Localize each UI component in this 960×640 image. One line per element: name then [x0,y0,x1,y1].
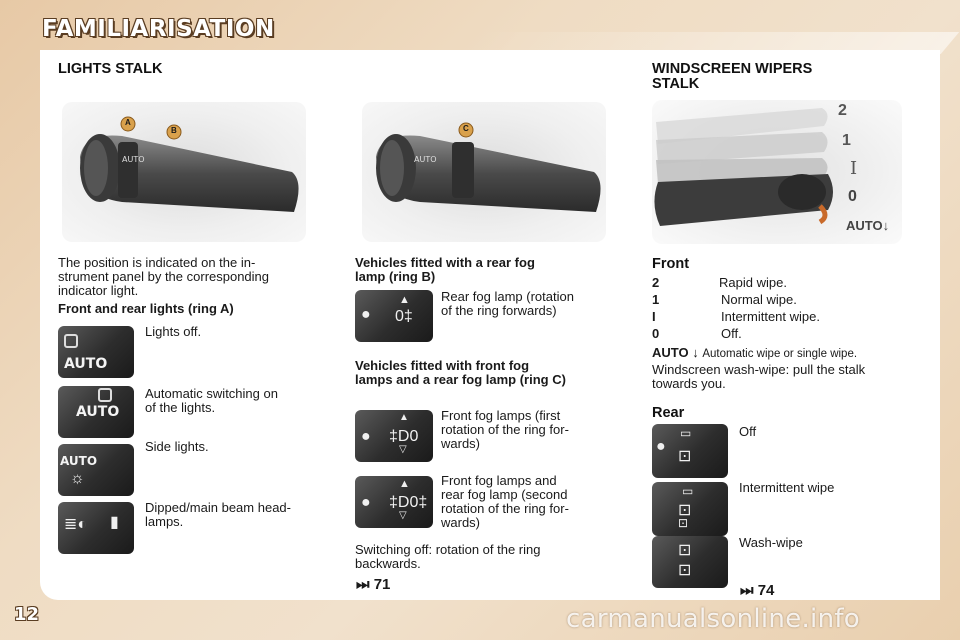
ring-dot-icon: ● [361,428,371,445]
arrow-down-icon: ▽ [399,444,407,455]
arrow-up-icon: ▲ [399,294,410,306]
rear-washer-icon: ⊡ [678,562,692,579]
wipers-rear-title: Rear [652,405,685,421]
fog-page-ref[interactable]: ⏭ 71 [356,576,391,593]
fog-switch-off-text: Switching off: rotation of the ring backwards. [355,542,541,571]
rear-wiper-intermittent-label: Intermittent wipe [739,480,835,495]
front-rear-fog-icon: ‡D0‡ [389,494,428,511]
front-fog-desc: Front fog lamps (first rotation of the ring for- wards) [441,408,569,451]
wash-wipe-text: Windscreen wash-wipe: pull the stalk towards you. [652,362,866,391]
rear-fog-icon: 0‡ [395,308,413,325]
watermark: carmanualsonline.info [566,604,861,634]
double-arrow-up-icon: ▲ [399,478,410,490]
headlamp-icon: ≣◐ [64,516,88,533]
page-number: 12 [14,604,40,625]
ring-b-label: B [171,126,177,135]
side-light-icon: ☼ [70,470,85,487]
next-page-icon: ⏭ [740,582,754,599]
wiper-pos-2: 2 [838,102,847,119]
wiper-key-0: 0 [652,326,660,341]
svg-text:AUTO: AUTO [122,155,145,164]
svg-text:AUTO: AUTO [414,155,437,164]
lights-intro-text: The position is indicated on the in- strument panel by the corresponding indicator light. [58,255,270,298]
rear-wash-wipe-thumb [652,536,728,588]
rear-wiper-icon: ⊡ [678,448,692,465]
rear-wiper-off-label: Off [739,424,757,439]
auto-lights-thumb: AUTO [58,386,134,438]
auto-lights-label: Automatic switching on of the lights. [145,386,278,415]
wiper-key-2: 2 [652,275,660,290]
wiper-key-auto: AUTO [652,345,689,360]
rear-wiper-off-thumb [652,424,728,478]
wiper-pos-1: 1 [842,132,851,149]
wiper-desc-1: Normal wipe. [721,292,797,307]
headlamps-label: Dipped/main beam head- lamps. [145,500,291,529]
ring-a-label: A [125,118,131,127]
ring-dot-icon: ● [656,438,666,455]
ring-dot-icon: ● [361,306,371,323]
wiper-desc-0: Off. [721,326,742,341]
arrow-down-icon: ▽ [399,510,407,521]
rear-wiper-icon: ⊡ [678,516,689,530]
wiper-key-1: 1 [652,292,660,307]
arrow-up-icon: ▲ [399,412,409,423]
fog-stalk-photo [362,102,606,242]
arrow-down-icon: ↓ [692,345,699,360]
wiper-pos-auto: AUTO↓ [846,218,890,233]
rear-fog-desc: Rear fog lamp (rotation of the ring forwards) [441,289,574,318]
page-title: FAMILIARISATION [42,16,275,42]
side-lights-thumb: AUTO ☼ [58,444,134,496]
wipers-front-title: Front [652,256,690,272]
lights-off-thumb: AUTO [58,326,134,378]
headlamps-thumb [58,502,134,554]
rear-wiper-icon: ⊡ [678,542,692,559]
front-fog-icon: ‡D0 [389,428,419,445]
rear-wiper-icon: ⊡ [678,502,692,519]
lights-stalk-title: LIGHTS STALK [58,61,163,77]
lights-stalk-illustration [62,102,306,242]
front-rear-lights-title: Front and rear lights (ring A) [58,301,234,316]
wiper-desc-i: Intermittent wipe. [721,309,820,324]
front-fog-thumb [355,410,433,462]
rear-fog-title: Vehicles fitted with a rear fog lamp (ring B) [355,255,535,284]
ring-c-label: C [463,124,469,133]
rear-wash-wipe-label: Wash-wipe [739,535,803,550]
both-fog-desc: Front fog lamps and rear fog lamp (second rotation of the ring for- wards) [441,473,569,530]
marker-icon: ▭ [682,484,694,498]
arrow-down-icon: ↓ [882,218,890,233]
wiper-auto-line [652,346,912,361]
side-lights-label: Side lights. [145,439,209,454]
wipers-stalk-photo [652,100,902,244]
ring-dot-icon: ● [361,494,371,511]
ring-notch-icon: ▮ [110,514,119,531]
rear-fog-thumb [355,290,433,342]
wiper-pos-0: 0 [848,188,857,205]
both-fog-thumb [355,476,433,528]
front-rear-fog-title: Vehicles fitted with front fog lamps and a rear fog lamp (ring C) [355,358,566,387]
wiper-desc-auto: Automatic wipe or single wipe. [702,348,858,360]
next-page-icon: ⏭ [356,576,370,593]
off-marker-icon: ▭ [680,426,692,440]
wipers-page-ref[interactable]: ⏭ 74 [740,582,775,599]
wiper-desc-2: Rapid wipe. [719,275,787,290]
lights-off-label: Lights off. [145,324,202,339]
wiper-pos-i: I [850,158,858,179]
fog-stalk-illustration [362,102,606,242]
wipers-stalk-title: WINDSCREEN WIPERS STALK [652,61,813,92]
lights-stalk-photo [62,102,306,242]
rear-wiper-intermittent-thumb [652,482,728,536]
wiper-key-i: I [652,309,656,324]
